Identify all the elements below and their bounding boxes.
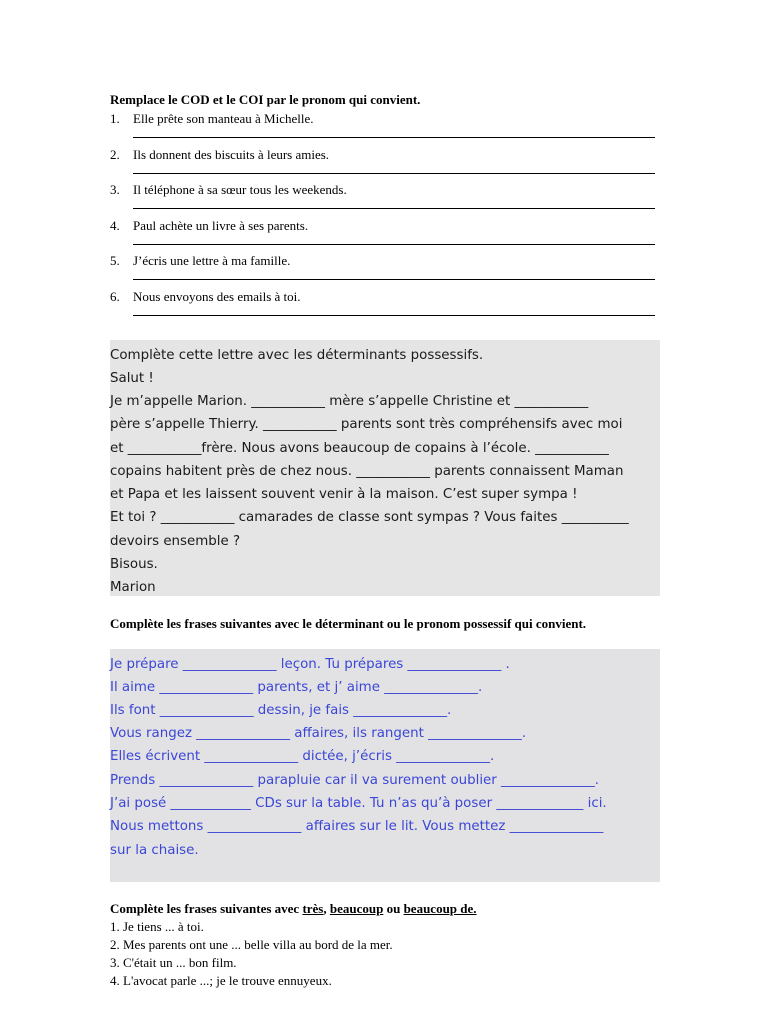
item-sentence: Elle prête son manteau à Michelle. [133,111,314,126]
answer-line [133,208,655,209]
item-number: 1. [110,111,120,126]
item-sentence: Nous envoyons des emails à toi. [133,289,301,304]
exercise-line: Nous mettons ______________ affaires sur le lit. Vous mettez ______________ [110,819,604,834]
item-sentence: Ils donnent des biscuits à leurs amies. [133,147,330,162]
letter-line: Salut ! [110,371,154,386]
answer-line [133,279,655,280]
exercise-4-item: 1. Je tiens ... à toi. [110,919,204,934]
letter-line: Je m’appelle Marion. ___________ mère s’appelle Christine et ___________ [110,394,589,409]
answer-line [133,315,655,316]
exercise-4-item: 3. C'était un ... bon film. [110,955,237,970]
title-separator: ou [383,901,404,916]
exercise-line: Vous rangez ______________ affaires, ils rangent ______________. [110,726,527,741]
letter-line: et Papa et les laissent souvent venir à la maison. C’est super sympa ! [110,487,578,502]
exercise-3-title: Complète les frases suivantes avec le déterminant ou le pronom possessif qui convient. [110,616,587,631]
exercise-1-item [110,147,655,183]
exercise-4-item: 4. L'avocat parle ...; je le trouve ennuyeux. [110,973,332,988]
letter-line: devoirs ensemble ? [110,534,241,549]
possessive-exercise-box [110,649,660,882]
letter-signature: Marion [110,580,156,595]
answer-line [133,244,655,245]
exercise-line: J’ai posé ____________ CDs sur la table. Tu n’as qu’à poser _____________ ici. [110,796,607,811]
keyword-beaucoup: beaucoup [329,901,384,916]
exercise-line: Je prépare ______________ leçon. Tu prépares ______________ . [110,657,510,672]
title-prefix: Complète les frases suivantes avec [110,901,303,916]
item-sentence: Paul achète un livre à ses parents. [133,218,309,233]
item-number: 5. [110,253,120,268]
item-number: 4. [110,218,120,233]
exercise-1-item [110,218,655,254]
exercise-4-item: 2. Mes parents ont une ... belle villa au bord de la mer. [110,937,393,952]
item-number: 3. [110,182,120,197]
keyword-tres: très [302,901,324,916]
exercise-line: Il aime ______________ parents, et j’ aime ______________. [110,680,483,695]
letter-exercise-box [110,340,660,596]
exercise-line: sur la chaise. [110,843,199,858]
exercise-line: Elles écrivent ______________ dictée, j’écris ______________. [110,749,495,764]
letter-line: Et toi ? ___________ camarades de classe sont sympas ? Vous faites __________ [110,510,629,525]
exercise-line: Prends ______________ parapluie car il va surement oublier ______________. [110,773,600,788]
item-number: 6. [110,289,120,304]
title-separator: , [323,901,330,916]
item-sentence: J’écris une lettre à ma famille. [133,253,291,268]
letter-line: Bisous. [110,557,158,572]
letter-instruction: Complète cette lettre avec les déterminants possessifs. [110,348,484,363]
exercise-1-item [110,289,655,325]
letter-line: et ___________frère. Nous avons beaucoup de copains à l’école. ___________ [110,441,609,456]
exercise-4-title [110,901,477,917]
answer-line [133,137,655,138]
item-number: 2. [110,147,120,162]
exercise-1-title: Remplace le COD et le COI par le pronom qui convient. [110,92,421,107]
letter-line: père s’appelle Thierry. ___________ parents sont très compréhensifs avec moi [110,417,623,432]
letter-line: copains habitent près de chez nous. ___________ parents connaissent Maman [110,464,624,479]
keyword-beaucoup-de: beaucoup de. [403,901,477,916]
answer-line [133,173,655,174]
exercise-1-item [110,111,655,147]
exercise-line: Ils font ______________ dessin, je fais ______________. [110,703,452,718]
exercise-1-item [110,182,655,218]
exercise-1-item [110,253,655,289]
item-sentence: Il téléphone à sa sœur tous les weekends. [133,182,347,197]
